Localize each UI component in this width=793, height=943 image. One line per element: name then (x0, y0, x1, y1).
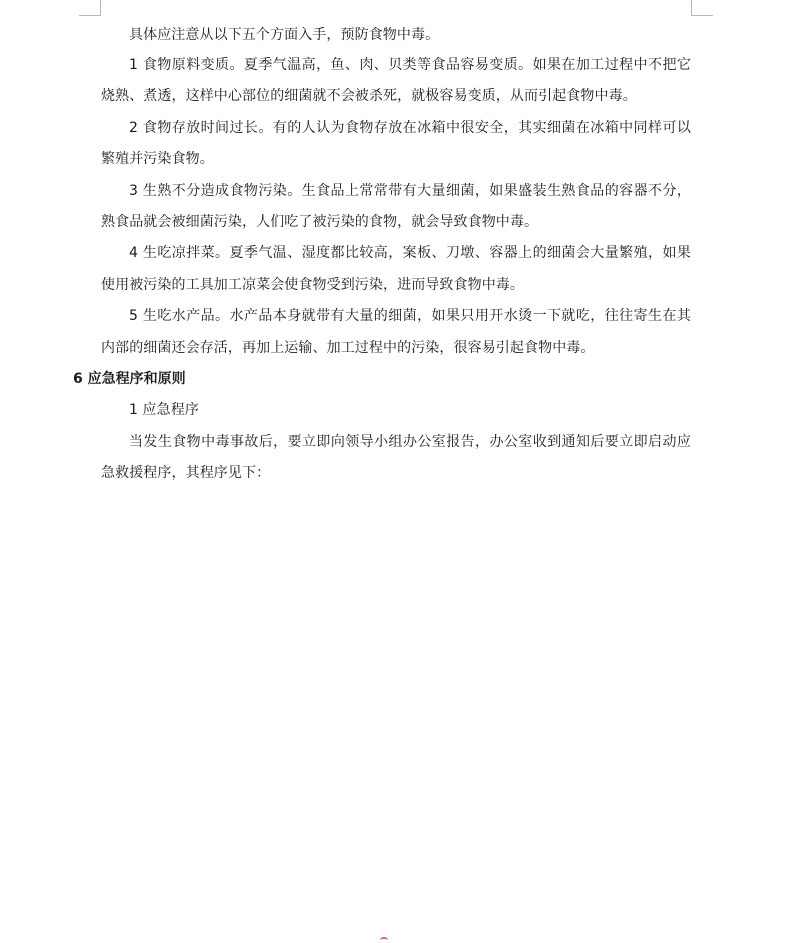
paragraph-item-5: 5 生吃水产品。水产品本身就带有大量的细菌，如果只用开水烫一下就吃，往往寄生在其内部的细菌还会存活，再加上运输、加工过程中的污染，很容易引起食物中毒。 (101, 308, 691, 356)
paragraph-item-3: 3 生熟不分造成食物污染。生食品上常常带有大量细菌，如果盛装生熟食品的容器不分，熟食品就会被细菌污染，人们吃了被污染的食物，就会导致食物中毒。 (101, 182, 691, 231)
paragraph-item-4: 4 生吃凉拌菜。夏季气温、湿度都比较高，案板、刀墩、容器上的细菌会大量繁殖，如果使用被污染的工具加工凉菜会使食物受到污染，进而导致食物中毒。 (101, 245, 691, 293)
paragraph-intro: 具体应注意从以下五个方面入手，预防食物中毒。 (129, 27, 440, 43)
paragraph-item-1: 1 食物原料变质。夏季气温高，鱼、肉、贝类等食品容易变质。如果在加工过程中不把它烧熟、煮透，这样中心部位的细菌就不会被杀死，就极容易变质，从而引起食物中毒。 (101, 57, 691, 105)
section-heading: 6 应急程序和原则 (73, 371, 186, 388)
paragraph-closing: 当发生食物中毒事故后，要立即向领导小组办公室报告，办公室收到通知后要立即启动应急救援程序，其程序见下： (101, 433, 691, 482)
margin-corner-mark-right (691, 0, 713, 16)
margin-corner-mark-left (79, 0, 101, 16)
paragraph-item-2: 2 食物存放时间过长。有的人认为食物存放在冰箱中很安全，其实细菌在冰箱中同样可以繁殖并污染食物。 (101, 119, 691, 168)
document-body[interactable] (73, 20, 691, 490)
subheading: 1 应急程序 (129, 402, 199, 419)
page-edge-mark (380, 937, 388, 943)
